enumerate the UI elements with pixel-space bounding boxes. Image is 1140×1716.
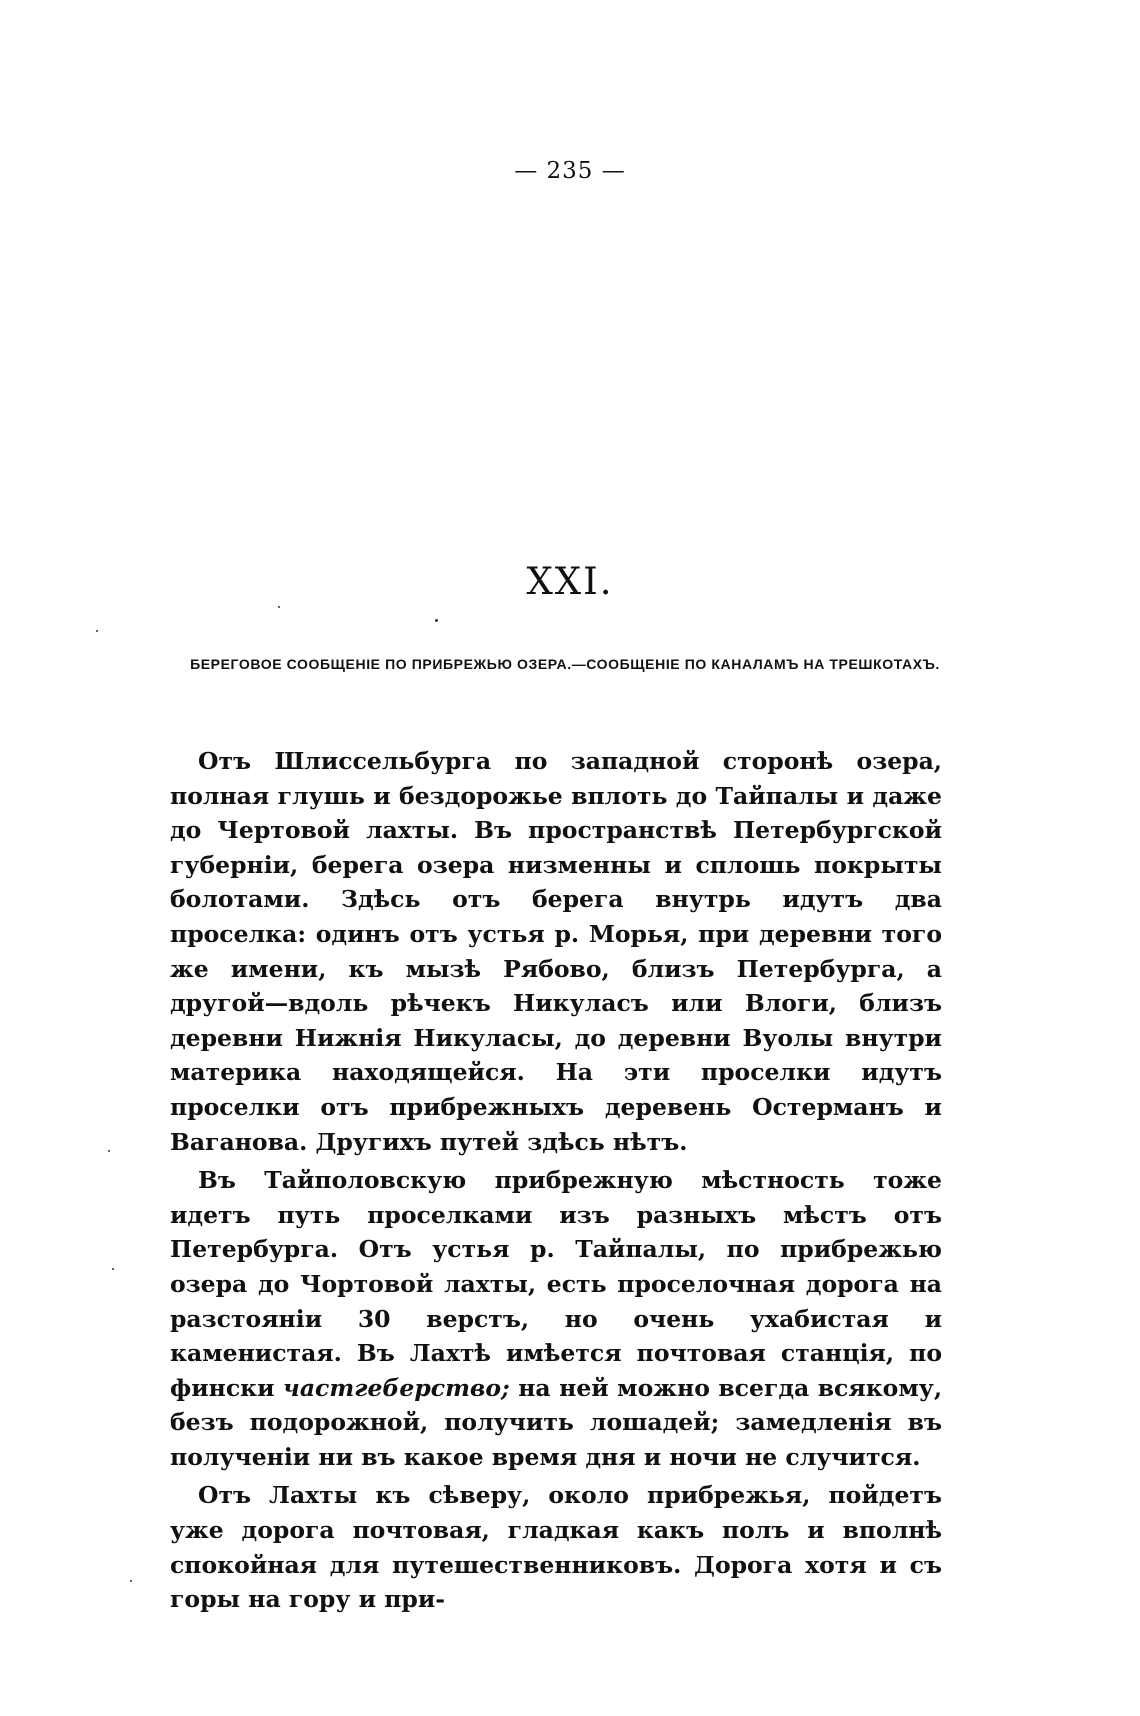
paragraph-2-start: Въ Тайполовскую прибрежную мѣстность тоже идетъ путь проселками изъ разныхъ мѣстъ отъ Петербурга. Отъ устья р. Тайпалы, по прибрежью озера до Чортовой лахты, есть проселочная дорога на разстояніи 30 верстъ, но очень ухабистая и каменистая. Въ Лахтѣ имѣется почтовая станція, по фински	[170, 1166, 942, 1402]
scan-speck	[278, 606, 280, 608]
scan-speck	[108, 1150, 110, 1152]
scan-speck	[435, 619, 438, 622]
scan-speck	[112, 1268, 114, 1270]
paragraph-2	[170, 1163, 942, 1474]
body-text	[170, 744, 942, 1617]
paragraph-2-end: на ней можно всегда всякому, безъ подорожной, получить лошадей; замедленія въ полученіи ни въ какое время дня и ночи не случится.	[170, 1373, 942, 1471]
chapter-title: БЕРЕГОВОЕ СООБЩЕНІЕ ПО ПРИБРЕЖЬЮ ОЗЕРА.—СООБЩЕНІЕ ПО КАНАЛАМЪ НА ТРЕШКОТАХЪ.	[190, 656, 940, 672]
scan-speck	[130, 1580, 132, 1582]
paragraph-3: Отъ Лахты къ сѣверу, около прибрежья, пойдетъ уже дорога почтовая, гладкая какъ полъ и вполнѣ спокойная для путешественниковъ. Дорога хотя и съ горы на гору и при-	[170, 1481, 942, 1614]
chapter-number: XXI.	[526, 560, 614, 603]
page-number-header: — 235 —	[514, 158, 626, 184]
scan-speck	[96, 630, 98, 632]
italic-term: частгеберство;	[283, 1373, 510, 1402]
paragraph-1: Отъ Шлиссельбурга по западной сторонѣ озера, полная глушь и бездорожье вплоть до Тайпалы и даже до Чертовой лахты. Въ пространствѣ Петербургской губерніи, берега озера низменны и сплошь покрыты болотами. Здѣсь отъ берега внутрь идутъ два проселка: одинъ отъ устья р. Морья, при деревни того же имени, къ мызѣ Рябово, близъ Петербурга, а другой—вдоль рѣчекъ Никуласъ или Влоги, близъ деревни Нижнія Никуласы, до деревни Вуолы внутри материка находящейся. На эти проселки идутъ проселки отъ прибрежныхъ деревень Остерманъ и Ваганова. Другихъ путей здѣсь нѣтъ.	[170, 747, 942, 1156]
